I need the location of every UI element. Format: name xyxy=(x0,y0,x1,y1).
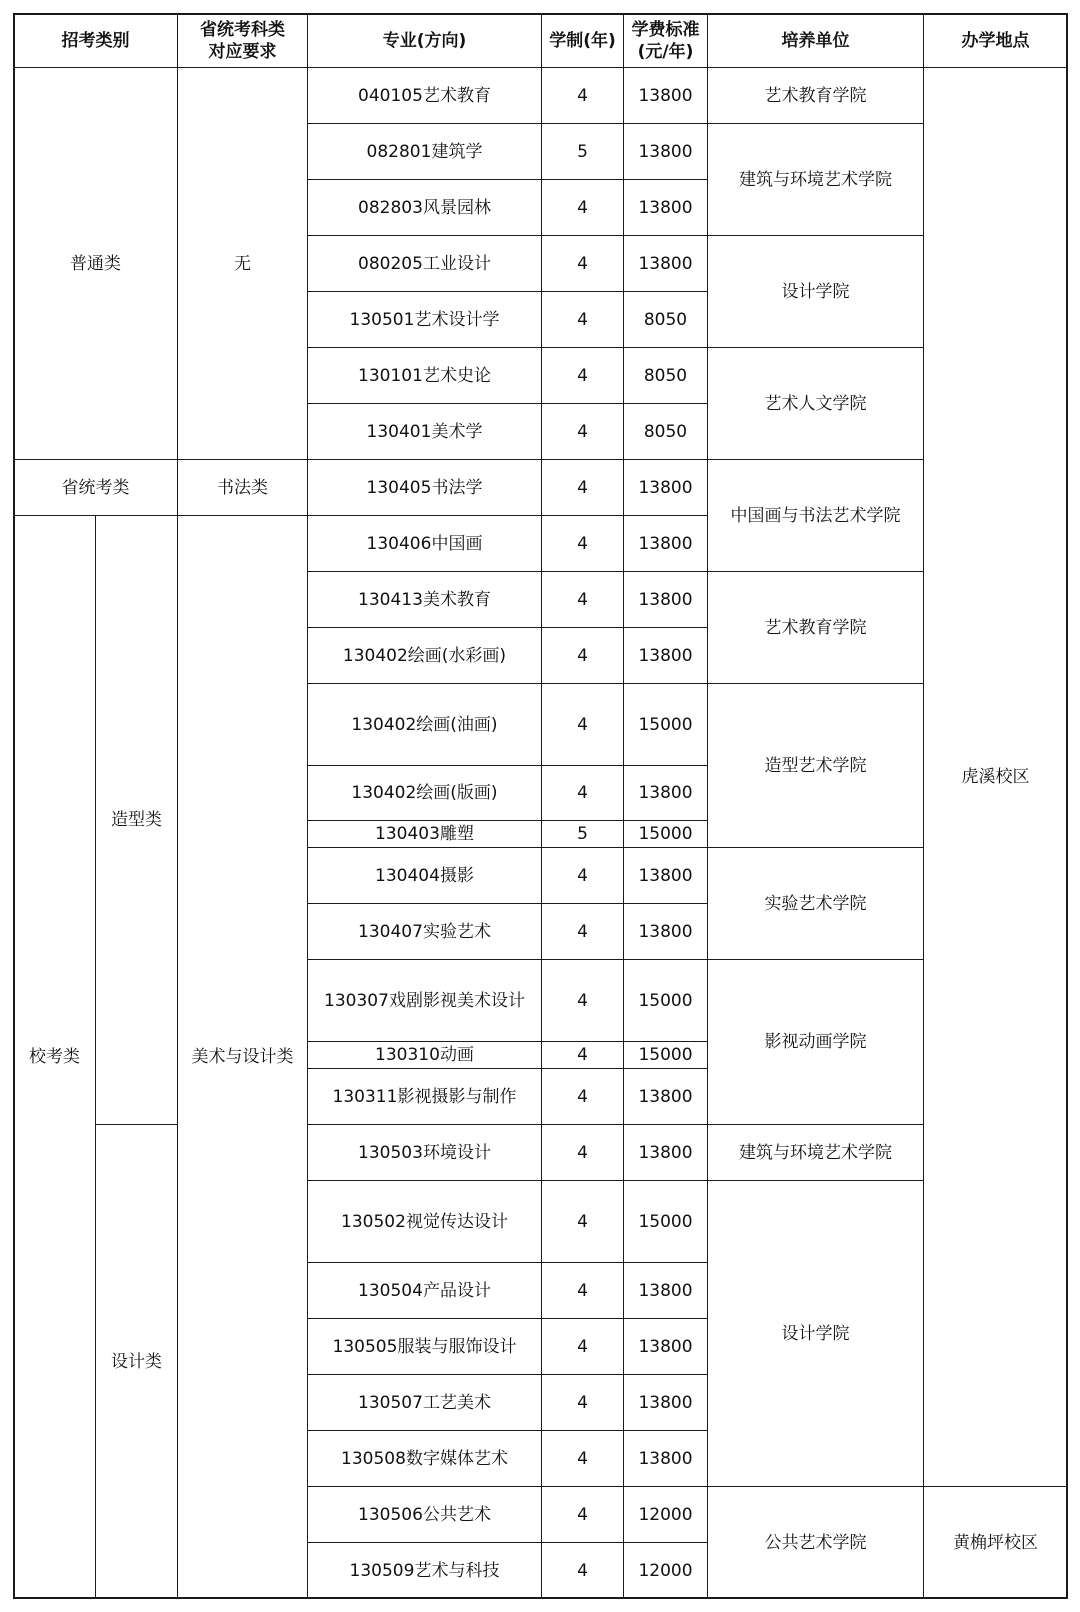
tuition-cell: 13800 xyxy=(623,123,708,180)
duration-cell: 4 xyxy=(541,347,624,404)
tuition-cell: 13800 xyxy=(623,67,708,124)
subcategory-cell: 设计类 xyxy=(95,1124,178,1599)
major-cell: 130501艺术设计学 xyxy=(307,291,542,348)
duration-cell: 4 xyxy=(541,179,624,236)
major-cell: 130402绘画(油画) xyxy=(307,683,542,766)
major-cell: 130310动画 xyxy=(307,1041,542,1069)
header-duration: 学制(年) xyxy=(541,13,624,68)
tuition-cell: 13800 xyxy=(623,179,708,236)
unit-cell: 实验艺术学院 xyxy=(707,847,924,960)
duration-cell: 4 xyxy=(541,903,624,960)
header-unit: 培养单位 xyxy=(707,13,924,68)
duration-cell: 4 xyxy=(541,1180,624,1263)
major-cell: 130503环境设计 xyxy=(307,1124,542,1181)
unit-cell: 建筑与环境艺术学院 xyxy=(707,123,924,236)
major-cell: 130311影视摄影与制作 xyxy=(307,1068,542,1125)
category-cell: 普通类 xyxy=(13,67,178,460)
tuition-cell: 12000 xyxy=(623,1486,708,1543)
tuition-cell: 13800 xyxy=(623,1430,708,1487)
subcategory-cell: 造型类 xyxy=(95,515,178,1125)
duration-cell: 5 xyxy=(541,820,624,848)
duration-cell: 4 xyxy=(541,1124,624,1181)
unit-cell: 艺术人文学院 xyxy=(707,347,924,460)
tuition-cell: 8050 xyxy=(623,347,708,404)
major-cell: 130407实验艺术 xyxy=(307,903,542,960)
major-cell: 130403雕塑 xyxy=(307,820,542,848)
major-cell: 130504产品设计 xyxy=(307,1262,542,1319)
duration-cell: 4 xyxy=(541,1041,624,1069)
tuition-cell: 8050 xyxy=(623,291,708,348)
major-cell: 130307戏剧影视美术设计 xyxy=(307,959,542,1042)
major-cell: 130404摄影 xyxy=(307,847,542,904)
tuition-cell: 13800 xyxy=(623,1374,708,1431)
duration-cell: 4 xyxy=(541,1318,624,1375)
duration-cell: 5 xyxy=(541,123,624,180)
tuition-cell: 15000 xyxy=(623,820,708,848)
duration-cell: 4 xyxy=(541,403,624,460)
major-cell: 040105艺术教育 xyxy=(307,67,542,124)
major-cell: 130502视觉传达设计 xyxy=(307,1180,542,1263)
duration-cell: 4 xyxy=(541,627,624,684)
tuition-cell: 13800 xyxy=(623,1318,708,1375)
duration-cell: 4 xyxy=(541,847,624,904)
category-cell: 校考类 xyxy=(13,515,96,1599)
campus-cell: 黄桷坪校区 xyxy=(923,1486,1068,1599)
major-cell: 130507工艺美术 xyxy=(307,1374,542,1431)
unit-cell: 影视动画学院 xyxy=(707,959,924,1125)
duration-cell: 4 xyxy=(541,1486,624,1543)
unit-cell: 艺术教育学院 xyxy=(707,67,924,124)
major-cell: 082803风景园林 xyxy=(307,179,542,236)
header-tuition: 学费标准 (元/年) xyxy=(623,13,708,68)
duration-cell: 4 xyxy=(541,959,624,1042)
category-cell: 省统考类 xyxy=(13,459,178,516)
tuition-cell: 13800 xyxy=(623,1124,708,1181)
duration-cell: 4 xyxy=(541,67,624,124)
unit-cell: 公共艺术学院 xyxy=(707,1486,924,1599)
duration-cell: 4 xyxy=(541,1262,624,1319)
tuition-cell: 13800 xyxy=(623,627,708,684)
unit-cell: 设计学院 xyxy=(707,1180,924,1487)
major-cell: 130405书法学 xyxy=(307,459,542,516)
major-cell: 130101艺术史论 xyxy=(307,347,542,404)
tuition-cell: 13800 xyxy=(623,765,708,821)
tuition-cell: 15000 xyxy=(623,683,708,766)
tuition-cell: 13800 xyxy=(623,459,708,516)
tuition-cell: 13800 xyxy=(623,1068,708,1125)
tuition-cell: 15000 xyxy=(623,959,708,1042)
requirement-cell: 书法类 xyxy=(177,459,308,516)
major-cell: 130401美术学 xyxy=(307,403,542,460)
tuition-cell: 15000 xyxy=(623,1041,708,1069)
tuition-cell: 13800 xyxy=(623,235,708,292)
header-campus: 办学地点 xyxy=(923,13,1068,68)
major-cell: 130413美术教育 xyxy=(307,571,542,628)
tuition-cell: 13800 xyxy=(623,571,708,628)
major-cell: 130505服装与服饰设计 xyxy=(307,1318,542,1375)
tuition-cell: 13800 xyxy=(623,1262,708,1319)
header-major: 专业(方向) xyxy=(307,13,542,68)
duration-cell: 4 xyxy=(541,459,624,516)
unit-cell: 中国画与书法艺术学院 xyxy=(707,459,924,572)
unit-cell: 艺术教育学院 xyxy=(707,571,924,684)
header-requirement: 省统考科类 对应要求 xyxy=(177,13,308,68)
requirement-cell: 无 xyxy=(177,67,308,460)
tuition-cell: 12000 xyxy=(623,1542,708,1599)
unit-cell: 造型艺术学院 xyxy=(707,683,924,848)
duration-cell: 4 xyxy=(541,765,624,821)
tuition-cell: 15000 xyxy=(623,1180,708,1263)
duration-cell: 4 xyxy=(541,1542,624,1599)
tuition-cell: 8050 xyxy=(623,403,708,460)
tuition-cell: 13800 xyxy=(623,847,708,904)
major-cell: 082801建筑学 xyxy=(307,123,542,180)
duration-cell: 4 xyxy=(541,515,624,572)
tuition-cell: 13800 xyxy=(623,903,708,960)
duration-cell: 4 xyxy=(541,1430,624,1487)
major-cell: 130508数字媒体艺术 xyxy=(307,1430,542,1487)
major-cell: 130402绘画(版画) xyxy=(307,765,542,821)
major-cell: 080205工业设计 xyxy=(307,235,542,292)
major-cell: 130406中国画 xyxy=(307,515,542,572)
major-cell: 130402绘画(水彩画) xyxy=(307,627,542,684)
duration-cell: 4 xyxy=(541,1068,624,1125)
duration-cell: 4 xyxy=(541,291,624,348)
unit-cell: 建筑与环境艺术学院 xyxy=(707,1124,924,1181)
requirement-cell: 美术与设计类 xyxy=(177,515,308,1599)
duration-cell: 4 xyxy=(541,571,624,628)
unit-cell: 设计学院 xyxy=(707,235,924,348)
duration-cell: 4 xyxy=(541,683,624,766)
campus-cell: 虎溪校区 xyxy=(923,67,1068,1487)
header-category: 招考类别 xyxy=(13,13,178,68)
major-cell: 130509艺术与科技 xyxy=(307,1542,542,1599)
major-cell: 130506公共艺术 xyxy=(307,1486,542,1543)
duration-cell: 4 xyxy=(541,235,624,292)
tuition-cell: 13800 xyxy=(623,515,708,572)
duration-cell: 4 xyxy=(541,1374,624,1431)
